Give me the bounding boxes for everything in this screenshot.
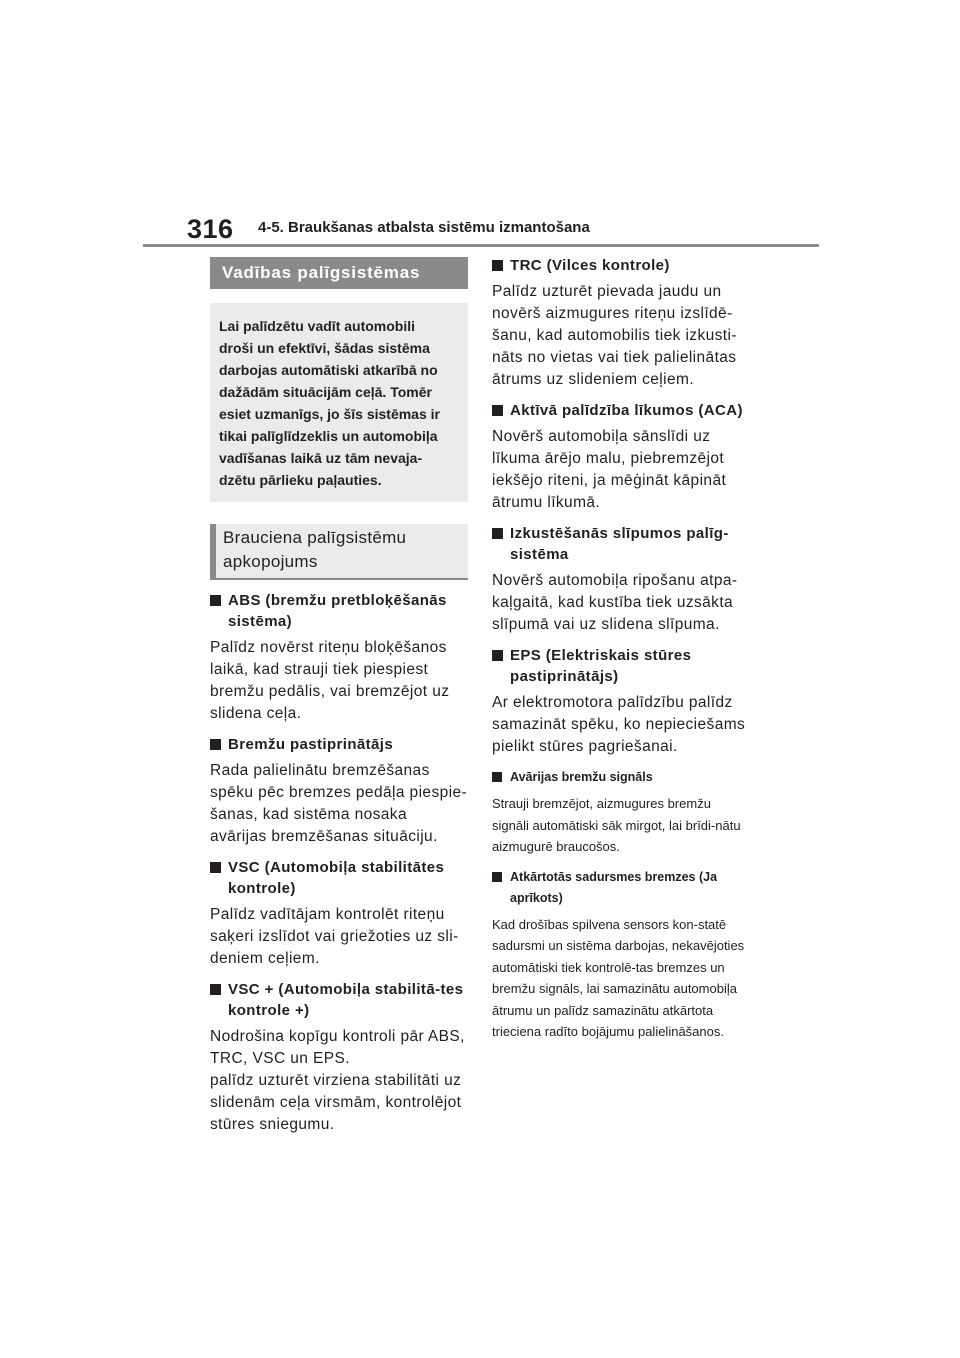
section-heading-summary: Brauciena palīgsistēmu apkopojums bbox=[210, 524, 468, 580]
square-bullet-icon bbox=[210, 739, 221, 750]
list-item bbox=[492, 523, 750, 636]
square-bullet-icon bbox=[210, 862, 221, 873]
square-bullet-icon bbox=[492, 872, 502, 882]
item-body: Palīdz uzturēt pievada jaudu un novērš aizmugures riteņu izslīdē-šanu, kad automobilis tiek izkusti-nāts no vietas vai tiek palielinātas ātrums uz slideniem ceļiem. bbox=[492, 283, 737, 388]
square-bullet-icon bbox=[210, 984, 221, 995]
item-title: Bremžu pastiprinātājs bbox=[210, 734, 468, 755]
list-item bbox=[492, 867, 750, 1043]
square-bullet-icon bbox=[492, 772, 502, 782]
square-bullet-icon bbox=[492, 650, 503, 661]
item-body: Strauji bremzējot, aizmugures bremžu signāli automātiski sāk mirgot, lai brīdi-nātu aizmugurē braucošos. bbox=[492, 796, 741, 854]
list-item bbox=[210, 590, 468, 725]
item-body: Novērš automobiļa ripošanu atpa-kaļgaitā, kad kustība tiek uzsākta slīpumā vai uz slidena slīpuma. bbox=[492, 572, 738, 633]
left-column bbox=[210, 257, 468, 1136]
header-rule bbox=[143, 244, 819, 247]
item-title: Aktīvā palīdzība līkumos (ACA) bbox=[492, 400, 750, 421]
item-body: Palīdz vadītājam kontrolēt riteņu saķeri izslīdot vai griežoties uz sli-deniem ceļiem. bbox=[210, 906, 459, 967]
list-item bbox=[210, 979, 468, 1136]
list-item bbox=[492, 255, 750, 391]
item-body: Rada palielinātu bremzēšanas spēku pēc bremzes pedāļa piespie-šanas, kad sistēma nosaka avārijas bremzēšanas situāciju. bbox=[210, 762, 468, 845]
list-item bbox=[492, 767, 750, 858]
item-title: ABS (bremžu pretbloķēšanās sistēma) bbox=[210, 590, 468, 632]
square-bullet-icon bbox=[492, 528, 503, 539]
item-title: VSC + (Automobiļa stabilitā-tes kontrole +) bbox=[210, 979, 468, 1021]
item-title: Atkārtotās sadursmes bremzes (Ja aprīkots) bbox=[492, 867, 750, 909]
list-item bbox=[492, 645, 750, 758]
page-number: 316 bbox=[187, 214, 234, 244]
intro-box: Lai palīdzētu vadīt automobili droši un efektīvi, šādas sistēma darbojas automātiski atkarībā no dažādām situācijām ceļā. Tomēr esiet uzmanīgs, jo šīs sistēmas ir tikai palīglīdzeklis un automobiļa vadīšanas laikā uz tām nevaja-dzētu pārlieku paļauties. bbox=[210, 303, 468, 502]
list-item bbox=[210, 857, 468, 970]
item-body: Ar elektromotora palīdzību palīdz samazināt spēku, ko nepieciešams pielikt stūres pagriešanai. bbox=[492, 694, 746, 755]
item-title: VSC (Automobiļa stabilitātes kontrole) bbox=[210, 857, 468, 899]
item-body: Nodrošina kopīgu kontroli pār ABS, TRC, VSC un EPS. palīdz uzturēt virziena stabilitāti uz slidenām ceļa virsmām, kontrolējot stūres sniegumu. bbox=[210, 1028, 465, 1133]
item-body: Novērš automobiļa sānslīdi uz līkuma ārējo malu, piebremzējot iekšējo riteni, ja mēģināt kāpināt ātrumu līkumā. bbox=[492, 428, 727, 511]
item-title: Izkustēšanās slīpumos palīg-sistēma bbox=[492, 523, 750, 565]
item-title: EPS (Elektriskais stūres pastiprinātājs) bbox=[492, 645, 750, 687]
item-title: Avārijas bremžu signāls bbox=[492, 767, 750, 788]
item-title: TRC (Vilces kontrole) bbox=[492, 255, 750, 276]
list-item bbox=[210, 734, 468, 848]
item-body: Palīdz novērst riteņu bloķēšanos laikā, kad strauji tiek piespiest bremžu pedālis, vai bremzējot uz slidena ceļa. bbox=[210, 639, 450, 722]
chapter-title: 4-5. Braukšanas atbalsta sistēmu izmantošana bbox=[258, 219, 590, 236]
section-heading-driving-assist: Vadības palīgsistēmas bbox=[210, 257, 468, 289]
square-bullet-icon bbox=[492, 260, 503, 271]
square-bullet-icon bbox=[210, 595, 221, 606]
right-column bbox=[492, 255, 750, 1043]
item-body: Kad drošības spilvena sensors kon-statē sadursmi un sistēma darbojas, nekavējoties automātiski tiek kontrolē-tas bremzes un bremžu signāls, lai samazinātu automobiļa ātrumu un palīdz samazinātu atkārtota trieciena radīto bojājumu palielināšanos. bbox=[492, 916, 745, 1039]
list-item bbox=[492, 400, 750, 514]
square-bullet-icon bbox=[492, 405, 503, 416]
